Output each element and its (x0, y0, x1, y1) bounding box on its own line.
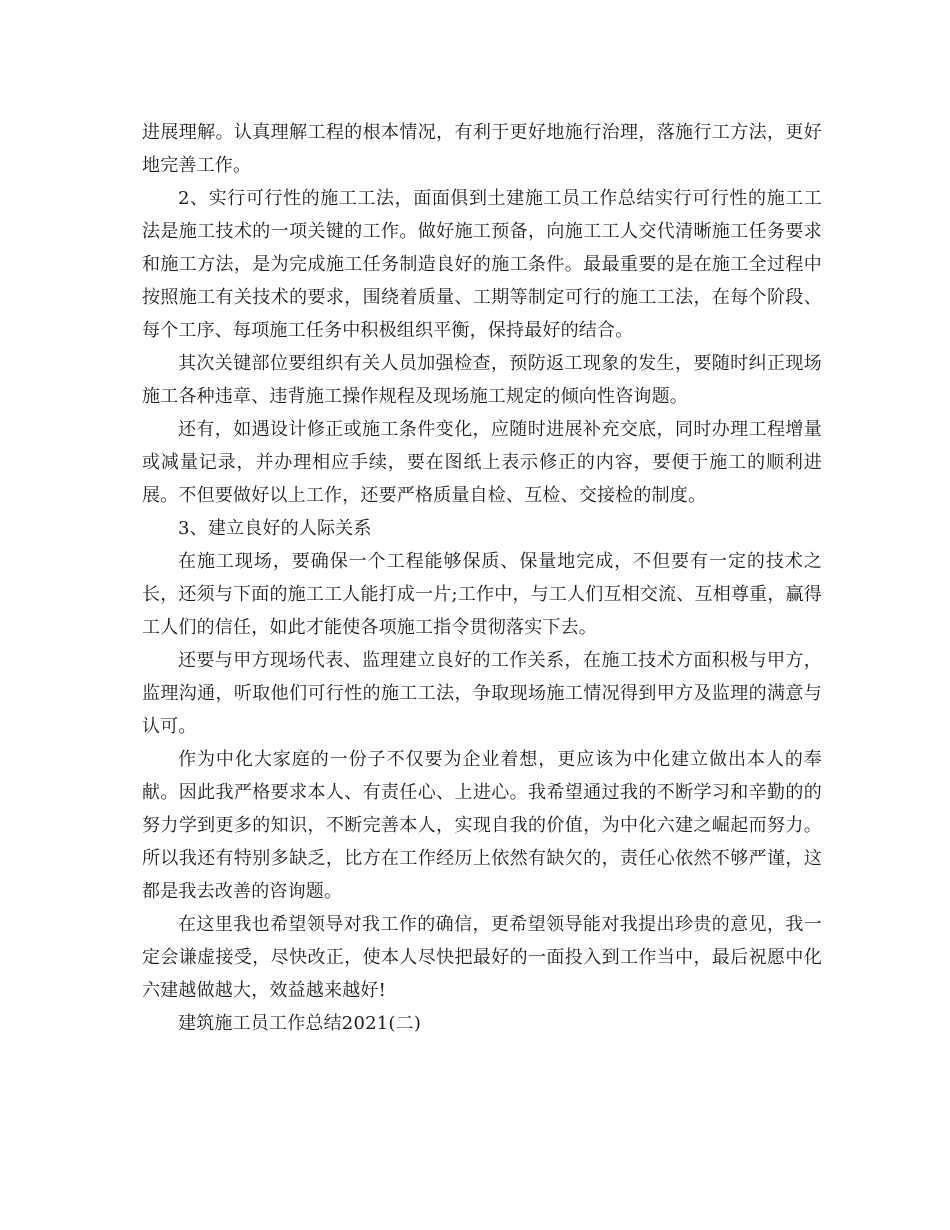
paragraph-inspection: 其次关键部位要组织有关人员加强检查，预防返工现象的发生，要随时纠正现场施工各种违章、违背施工操作规程及现场施工规定的倾向性咨询题。 (142, 353, 822, 407)
paragraph-continuation: 进展理解。认真理解工程的根本情况，有利于更好地施行治理，落施行工方法，更好地完善工作。 (142, 122, 822, 176)
paragraph-construction-method: 2、实行可行性的施工工法，面面俱到土建施工员工作总结实行可行性的施工工法是施工技术的一项关键的工作。做好施工预备，向施工工人交代清晰施工任务要求和施工方法，是为完成施工任务制造良好的施工条件。最最重要的是在施工全过程中按照施工有关技术的要求，围绕着质量、工期等制定可行的施工工法，在每个阶段、每个工序、每项施工任务中积极组织平衡，保持最好的结合。 (142, 188, 822, 341)
next-section-title: 建筑施工员工作总结2021(二) (178, 1013, 422, 1034)
paragraph-site-workers: 在施工现场，要确保一个工程能够保质、保量地完成，不但要有一定的技术之长，还须与下面的施工工人能打成一片;工作中，与工人们互相交流、互相尊重，赢得工人们的信任，如此才能使各项施工指令贯彻落实下去。 (142, 551, 822, 638)
paragraph-closing-wishes: 在这里我也希望领导对我工作的确信，更希望领导能对我提出珍贵的意见，我一定会谦虚接受，尽快改正，使本人尽快把最好的一面投入到工作当中，最后祝愿中化六建越做越大，效益越来越好! (142, 914, 822, 1001)
document-body (142, 116, 822, 1040)
paragraph-self-improvement: 作为中化大家庭的一份子不仅要为企业着想，更应该为中化建立做出本人的奉献。因此我严格要求本人、有责任心、上进心。我希望通过我的不断学习和辛勤的的努力学到更多的知识，不断完善本人，实现自我的价值，为中化六建之崛起而努力。所以我还有特别多缺乏，比方在工作经历上依然有缺欠的，责任心依然不够严谨，这都是我去改善的咨询题。 (142, 749, 822, 902)
section-heading-relations: 3、建立良好的人际关系 (178, 518, 372, 539)
paragraph-design-change: 还有，如遇设计修正或施工条件变化，应随时进展补充交底，同时办理工程增量或减量记录，并办理相应手续，要在图纸上表示修正的内容，要便于施工的顺利进展。不但要做好以上工作，还要严格质量自检、互检、交接检的制度。 (142, 419, 822, 506)
paragraph-client-supervisor: 还要与甲方现场代表、监理建立良好的工作关系，在施工技术方面积极与甲方，监理沟通，听取他们可行性的施工工法，争取现场施工情况得到甲方及监理的满意与认可。 (142, 650, 822, 737)
